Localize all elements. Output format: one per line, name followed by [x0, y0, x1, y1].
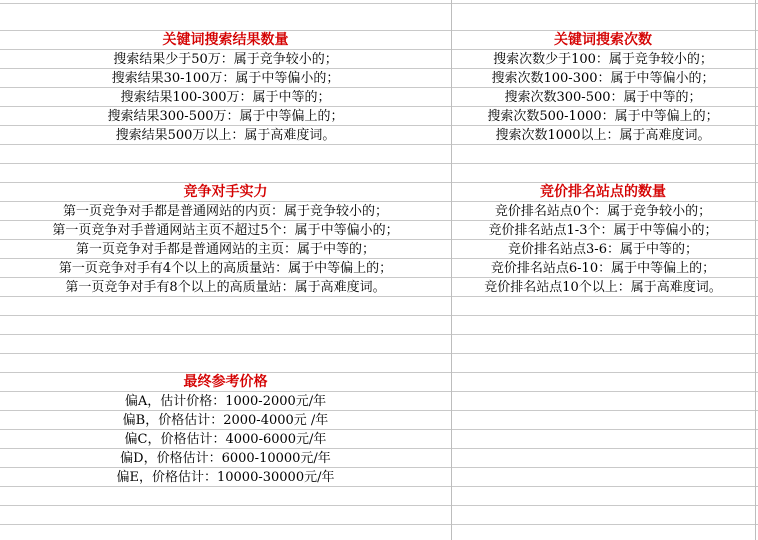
section-title: 竞争对手实力 [183, 184, 268, 200]
criteria-line: 竞价排名站点1-3个：属于中等偏小的； [488, 223, 718, 238]
price-line: 偏E，价格估计：10000-30000元/年 [116, 470, 335, 485]
final-price-section [0, 373, 451, 487]
criteria-line: 搜索结果100-300万：属于中等的； [120, 90, 331, 105]
section-title: 关键词搜索次数 [554, 32, 652, 48]
criteria-line: 搜索次数100-300：属于中等偏小的； [491, 71, 715, 86]
criteria-line: 搜索次数1000以上：属于高难度词。 [495, 128, 711, 143]
price-line: 偏A，估计价格：1000-2000元/年 [124, 394, 327, 409]
criteria-line: 第一页竞争对手有4个以上的高质量站：属于中等偏上的； [58, 261, 393, 276]
search-volume-section [451, 31, 755, 145]
criteria-line: 搜索结果500万以上：属于高难度词。 [115, 128, 336, 143]
criteria-line: 搜索结果300-500万：属于中等偏上的； [107, 109, 344, 124]
section-title: 关键词搜索结果数量 [162, 32, 289, 48]
criteria-line: 搜索次数500-1000：属于中等偏上的； [487, 109, 719, 124]
section-title: 竞价排名站点的数量 [540, 184, 666, 200]
price-line: 偏D，价格估计：6000-10000元/年 [120, 451, 331, 466]
criteria-line: 第一页竞争对手都是普通网站的内页：属于竞争较小的； [62, 204, 388, 219]
column-divider-right [755, 0, 756, 540]
criteria-line: 第一页竞争对手普通网站主页不超过5个：属于中等偏小的； [52, 223, 399, 238]
ppc-sites-count-section [451, 183, 755, 297]
price-line: 偏B，价格估计：2000-4000元 /年 [122, 413, 329, 428]
criteria-line: 竞价排名站点0个：属于竞争较小的； [494, 204, 712, 219]
criteria-line: 搜索次数300-500：属于中等的； [504, 90, 702, 105]
criteria-line: 搜索结果30-100万：属于中等偏小的； [111, 71, 340, 86]
competitor-strength-section [0, 183, 451, 297]
criteria-line: 搜索结果少于50万：属于竞争较小的； [113, 52, 338, 67]
criteria-line: 竞价排名站点6-10：属于中等偏上的； [490, 261, 716, 276]
section-title: 最终参考价格 [183, 374, 268, 390]
criteria-line: 第一页竞争对手都是普通网站的主页：属于中等的； [75, 242, 375, 257]
price-line: 偏C，价格估计：4000-6000元/年 [124, 432, 327, 447]
criteria-line: 第一页竞争对手有8个以上的高质量站：属于高难度词。 [65, 280, 386, 295]
criteria-line: 竞价排名站点10个以上：属于高难度词。 [484, 280, 722, 295]
criteria-line: 搜索次数少于100：属于竞争较小的； [493, 52, 713, 67]
search-results-count-section [0, 31, 451, 145]
criteria-line: 竞价排名站点3-6：属于中等的； [508, 242, 698, 257]
